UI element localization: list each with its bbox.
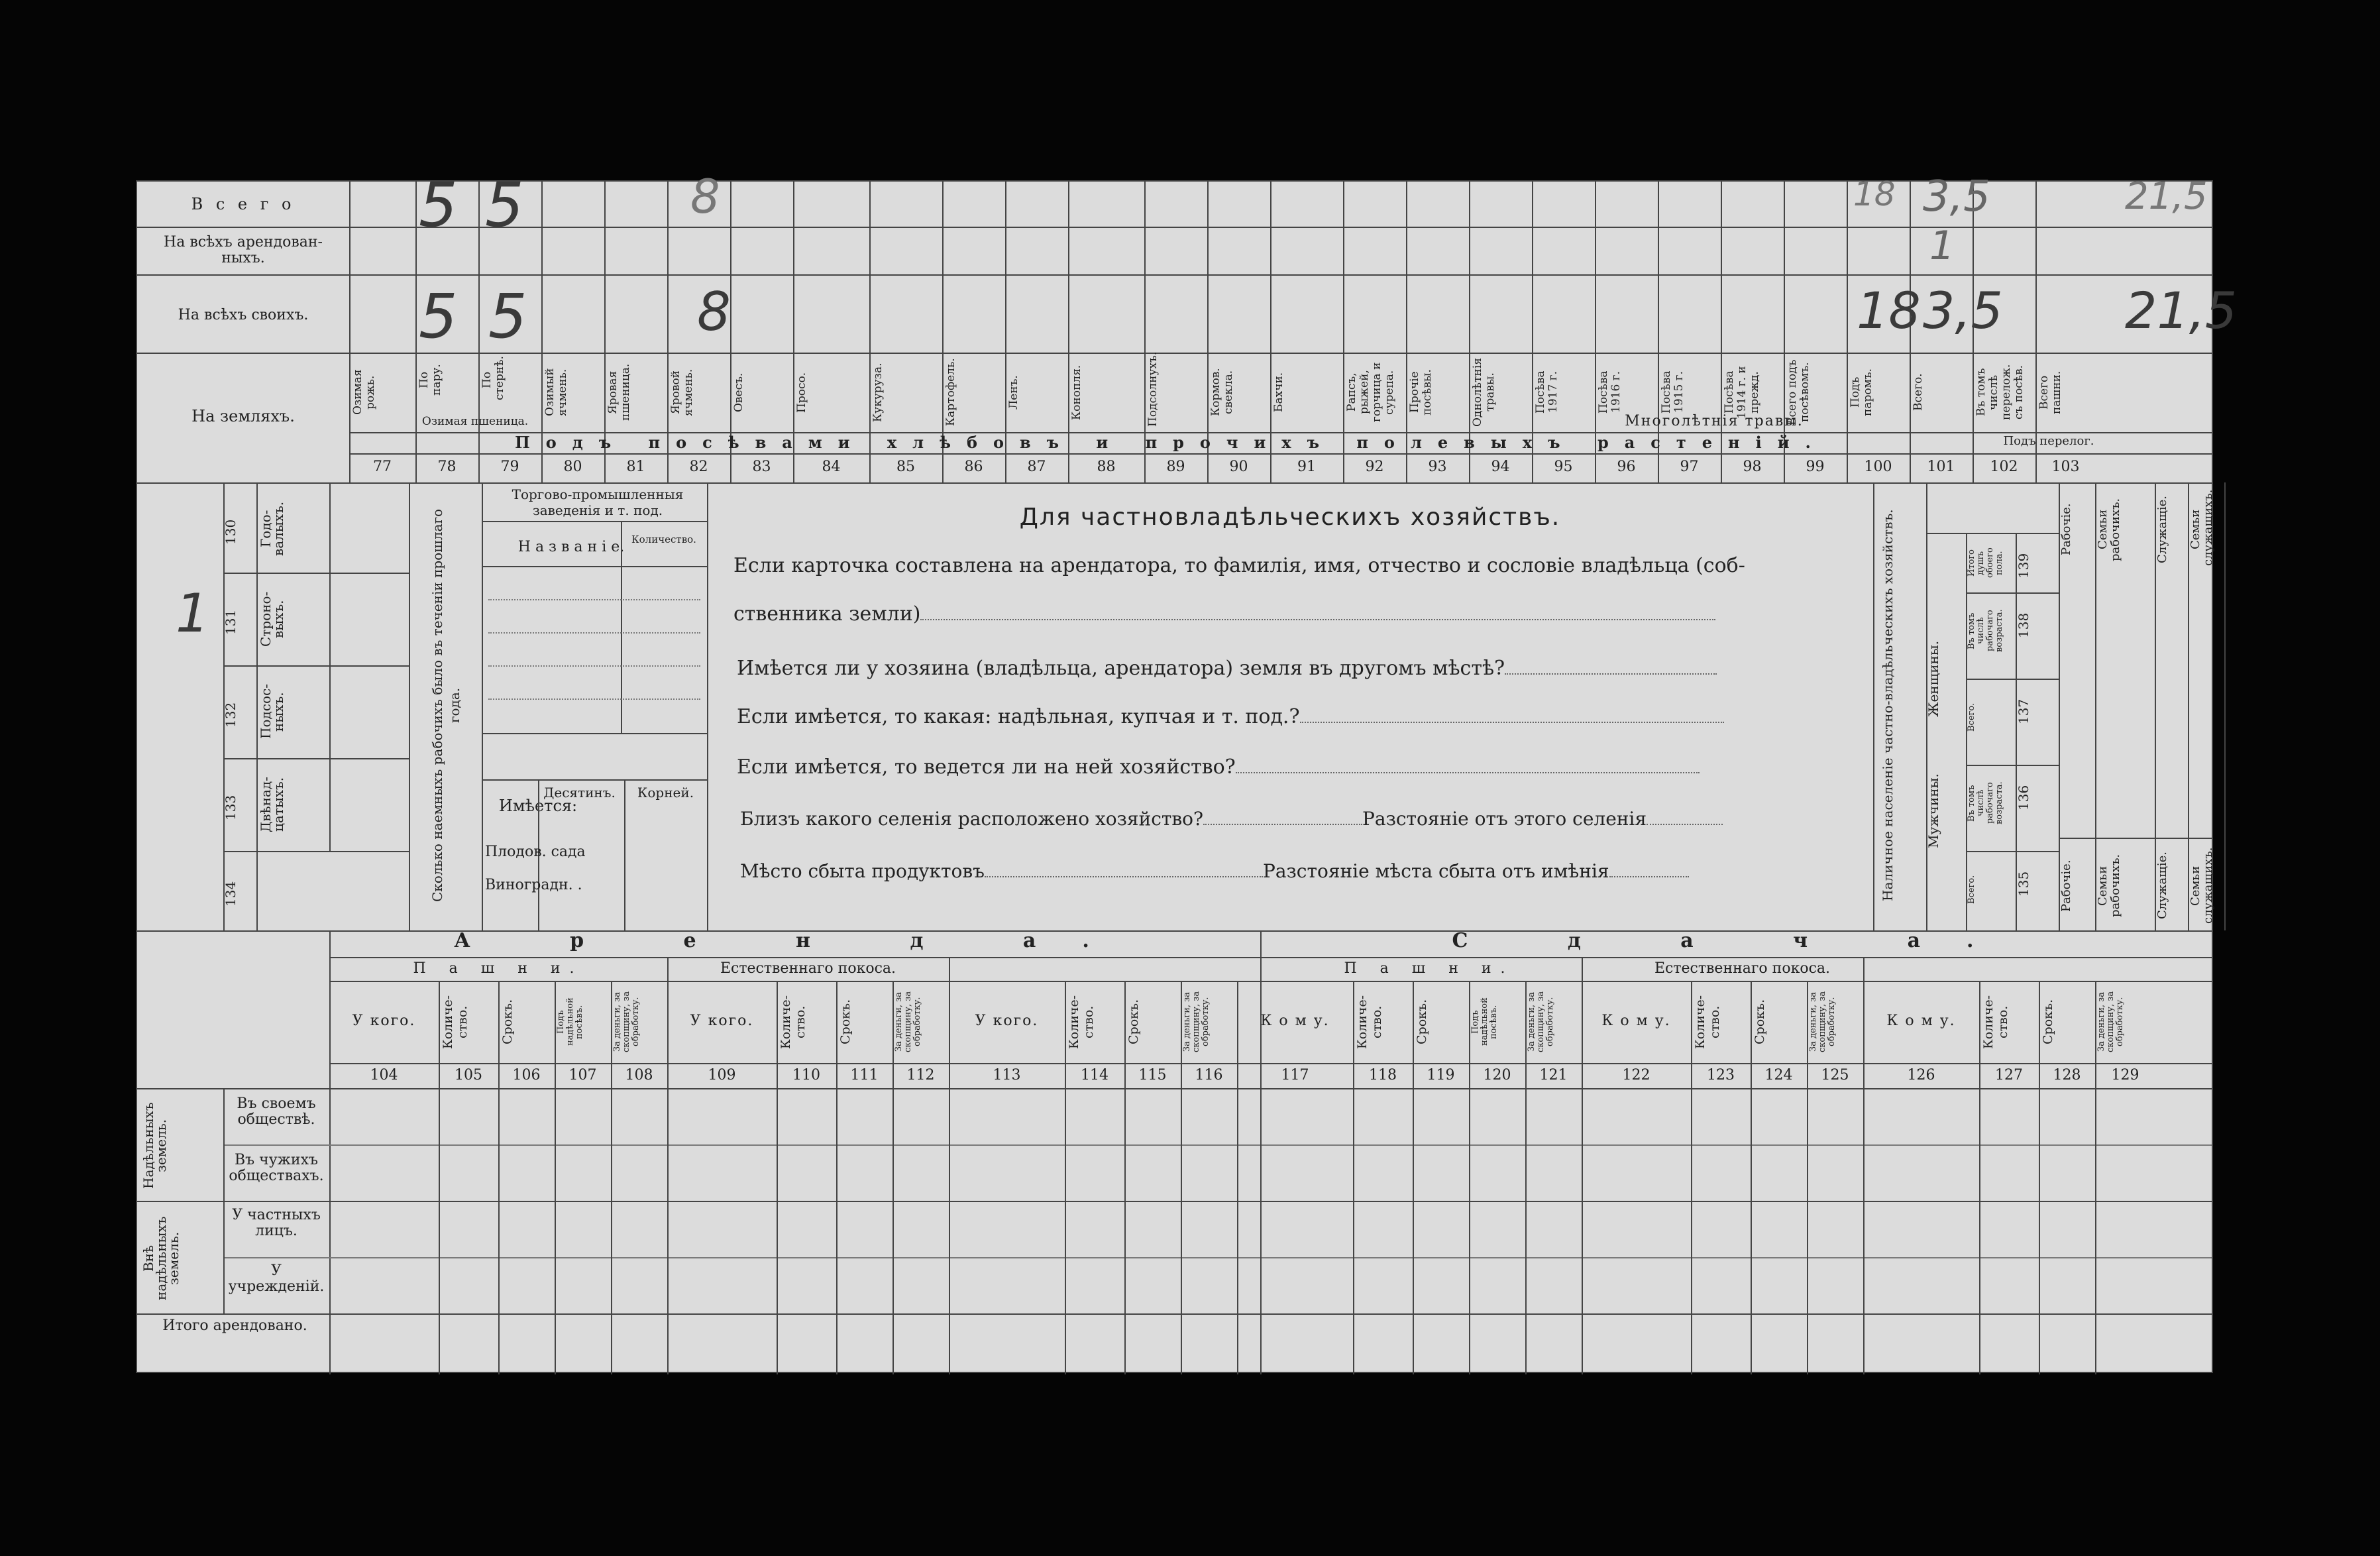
row-label-vsego: В с е г о	[191, 195, 296, 213]
lease-column-number: 125	[1821, 1067, 1849, 1084]
lease-column-number: 110	[792, 1067, 820, 1084]
population-title: Наличное населеніе частно-владѣльческихъ хозяйствъ.	[1880, 509, 1896, 901]
question-5: Близъ какого селенія расположено хозяйство? Разстояніе отъ этого селенія	[740, 808, 1723, 830]
column-divider	[1237, 981, 1238, 1374]
divider	[1966, 679, 2059, 680]
lease-column-number: 104	[370, 1067, 398, 1084]
lease-column-header: Срокъ.	[2041, 999, 2055, 1045]
crop-column-number: 102	[1990, 459, 2018, 475]
hw-vsego-103: 21,5	[2125, 175, 2208, 218]
lease-column-number: 107	[568, 1067, 597, 1084]
arenda-title: А р е н д а.	[454, 929, 1136, 952]
column-divider	[1065, 981, 1066, 1374]
crop-column-number: 88	[1097, 459, 1116, 475]
crop-column-label: По стернѣ.	[480, 356, 506, 400]
column-divider	[1353, 981, 1354, 1374]
row-label-arendovannykh: На всѣхъ арендован-ныхъ.	[164, 234, 323, 266]
divider	[329, 957, 2212, 958]
livestock-number: 133	[223, 795, 239, 821]
population-sub-label: Всего.	[1967, 875, 1976, 904]
divider	[2224, 482, 2226, 930]
divider	[1966, 851, 2059, 852]
lease-column-number: 124	[1764, 1067, 1793, 1084]
crop-column-label: Просо.	[795, 372, 808, 413]
question-1b: ственника земли)	[733, 602, 1715, 626]
divider	[482, 482, 483, 930]
crop-column-number: 89	[1166, 459, 1185, 475]
crop-column-number: 84	[822, 459, 841, 475]
hw-svoi-77: 5	[419, 281, 458, 352]
crop-column-label: Подсолнухъ.	[1146, 351, 1160, 427]
crop-column-number: 96	[1617, 459, 1636, 475]
row-uchrezhdeniy: У учрежденій.	[228, 1262, 325, 1295]
staff-label-bottom: Семьи служащихъ.	[2189, 847, 2215, 924]
row-label-zemlyakh: На земляхъ.	[191, 407, 295, 425]
column-divider	[2039, 981, 2040, 1374]
crop-column-number: 99	[1806, 459, 1825, 475]
divider	[137, 353, 2212, 354]
sad-label: Плодов. сада	[485, 844, 586, 860]
crop-column-label: Подъ паромъ.	[1849, 368, 1874, 417]
lease-column-header: Количе-ство.	[1355, 995, 1384, 1049]
lease-column-number: 119	[1427, 1067, 1455, 1084]
divider	[482, 521, 707, 522]
group-mnogoletnie: Многолѣтнія травы.	[1625, 413, 1804, 429]
lease-who-header: К о м у.	[1886, 1013, 1956, 1029]
crop-column-number: 95	[1554, 459, 1573, 475]
trade-name-header: Н а з в а н і е.	[517, 539, 625, 555]
divider	[329, 930, 331, 1374]
column-divider	[349, 182, 351, 482]
divider	[2059, 838, 2212, 839]
lease-column-number: 106	[512, 1067, 541, 1084]
divider	[1873, 482, 1874, 930]
hw-svoi-103: 21,5	[2125, 281, 2238, 340]
row-chuzhikh: Въ чужихъ обществахъ.	[229, 1152, 324, 1184]
private-title: Для частновладѣльческихъ хозяйствъ.	[1019, 504, 1561, 531]
crop-column-number: 78	[437, 459, 457, 475]
divider	[1966, 592, 2059, 594]
lease-column-number: 115	[1138, 1067, 1167, 1084]
crop-banner: Подъ посѣвами хлѣбовъ и прочихъ полевыхъ растеній.	[515, 433, 1827, 452]
lease-column-number: 113	[993, 1067, 1021, 1084]
population-sub-label: Въ томъ числѣ рабочаго возраста.	[1967, 609, 2004, 653]
staff-label-top: Служащіе.	[2155, 496, 2169, 563]
divider	[223, 851, 409, 852]
divider	[1966, 533, 2059, 534]
korney-header: Корней.	[637, 785, 694, 801]
crop-column-label: Всего подъ посѣвомъ.	[1786, 359, 1812, 425]
lease-column-header: Срокъ.	[1415, 999, 1429, 1045]
lease-who-header: У кого.	[352, 1013, 416, 1029]
lease-column-number: 116	[1195, 1067, 1223, 1084]
divider	[621, 521, 622, 733]
group-ozimaya-pshenitsa: Озимая пшеница.	[421, 415, 529, 428]
lease-who-header: У кого.	[975, 1013, 1039, 1029]
question-3: Если имѣется, то какая: надѣльная, купчая и т. под.?	[737, 705, 1724, 728]
crop-column-number: 98	[1743, 459, 1762, 475]
crop-column-number: 77	[373, 459, 392, 475]
imeetsya-label: Имѣется:	[498, 797, 578, 815]
crop-column-label: По пару.	[417, 364, 443, 396]
population-number: 137	[2016, 698, 2031, 725]
divider	[137, 1088, 2212, 1089]
lease-column-number: 109	[708, 1067, 736, 1084]
crop-column-label: Бахчи.	[1272, 372, 1285, 413]
lease-column-header: За деньги, за скопщину, за обработку.	[1182, 991, 1211, 1053]
dotted-line	[488, 599, 700, 600]
crop-column-label: Рапсъ, рыжей, горчица и сурепа.	[1345, 362, 1396, 423]
crop-column-label: Кормов. свекла.	[1209, 368, 1235, 417]
lease-column-number: 105	[455, 1067, 482, 1084]
hw-mark-livestock: 1	[176, 583, 209, 644]
crop-column-number: 100	[1864, 459, 1892, 475]
crop-column-number: 92	[1365, 459, 1384, 475]
staff-label-top: Семьи рабочихъ.	[2096, 498, 2122, 561]
lease-column-header: Подъ надѣльной посѣвъ.	[556, 997, 584, 1046]
divider	[482, 733, 707, 734]
crop-column-number: 82	[689, 459, 708, 475]
divider	[707, 482, 708, 930]
hw-svoi-100: 3,5	[1923, 281, 2003, 340]
lease-column-header: За деньги, за скопщину, за обработку.	[2096, 991, 2125, 1053]
staff-label-bottom: Рабочіе.	[2059, 860, 2073, 912]
lease-column-header: Срокъ.	[500, 999, 515, 1045]
divider	[349, 453, 2212, 455]
divider	[482, 779, 707, 781]
crop-column-number: 80	[563, 459, 582, 475]
crop-column-number: 86	[964, 459, 983, 475]
lease-column-number: 128	[2053, 1067, 2081, 1084]
hw-vsego-82: 8	[690, 170, 720, 224]
crop-column-label: Ленъ.	[1007, 375, 1020, 410]
livestock-label: Подсос-ныхъ.	[258, 684, 286, 740]
lease-column-header: Срокъ.	[1753, 999, 1767, 1045]
lease-column-header: Срокъ.	[1126, 999, 1141, 1045]
crop-column-label: Всего пашни.	[2037, 370, 2063, 414]
lease-column-number: 117	[1281, 1067, 1309, 1084]
lease-column-header: За деньги, за скопщину, за обработку.	[894, 991, 922, 1053]
lease-column-number: 112	[906, 1067, 935, 1084]
crop-column-label: Овесъ.	[732, 372, 745, 412]
crop-column-label: Картофель.	[944, 358, 957, 427]
hw-svoi-99: 18	[1857, 281, 1921, 340]
livestock-label: Строно-выхъ.	[258, 591, 286, 647]
question-6: Мѣсто сбыта продуктовъ Разстояніе мѣста сбыта отъ имѣнія	[740, 860, 1689, 882]
crop-column-label: Посѣва 1914 г. и прежд.	[1723, 366, 1761, 419]
row-itogo-arendovano: Итого арендовано.	[162, 1317, 307, 1334]
crop-column-label: Озимый ячмень.	[543, 368, 569, 417]
population-number: 139	[2016, 553, 2031, 579]
column-divider	[1691, 981, 1692, 1374]
lease-column-header: За деньги, за скопщину, за обработку.	[1808, 991, 1837, 1053]
column-divider	[1124, 981, 1126, 1374]
crop-column-label: Яровая пшеница.	[606, 363, 632, 421]
sdacha-pashni: П а ш н и.	[1344, 960, 1515, 977]
hw-arend-100: 1	[1929, 223, 1955, 269]
divider	[624, 779, 625, 930]
lease-column-number: 111	[850, 1067, 879, 1084]
crop-column-label: Яровой ячмень.	[669, 368, 695, 416]
lease-who-header: У кого.	[690, 1013, 754, 1029]
divider	[223, 1088, 225, 1313]
column-divider	[1751, 981, 1752, 1374]
column-divider	[1979, 981, 1980, 1374]
column-divider	[555, 981, 556, 1374]
livestock-label: Двѣнад-цатыхъ.	[258, 777, 286, 832]
column-divider	[836, 981, 838, 1374]
men-label: Мужчины.	[1925, 773, 1941, 849]
column-divider	[439, 981, 440, 1374]
dotted-line	[488, 665, 700, 667]
row-svoem: Въ своемъ обществѣ.	[237, 1095, 316, 1128]
desyatin-header: Десятинъ.	[543, 785, 616, 801]
trade-count-header: Количество.	[631, 533, 696, 545]
lease-column-number: 118	[1369, 1067, 1397, 1084]
question-1a: Если карточка составлена на арендатора, то фамилія, имя, отчество и сословіе владѣльца (соб-	[733, 554, 1745, 577]
population-sub-label: Итого душъ обоего пола.	[1967, 547, 2004, 579]
crop-column-number: 97	[1680, 459, 1699, 475]
dotted-line	[488, 632, 700, 634]
lease-column-number: 120	[1483, 1067, 1511, 1084]
crop-column-number: 90	[1229, 459, 1248, 475]
divider	[409, 482, 410, 930]
crop-column-number: 87	[1027, 459, 1046, 475]
arenda-pokos: Естественнаго покоса.	[720, 960, 896, 977]
lease-column-header: Количе-ство.	[779, 995, 808, 1049]
lease-column-number: 129	[2111, 1067, 2139, 1084]
lease-who-header: К о м у.	[1260, 1013, 1330, 1029]
lease-column-number: 127	[1995, 1067, 2023, 1084]
dotted-line	[488, 698, 700, 700]
crop-column-number: 94	[1491, 459, 1510, 475]
column-divider	[1469, 981, 1470, 1374]
divider	[223, 665, 409, 667]
crop-column-label: Всего.	[1912, 373, 1925, 412]
divider	[1966, 765, 2059, 766]
divider	[329, 482, 331, 851]
divider	[223, 1257, 2212, 1258]
sdacha-pokos: Естественнаго покоса.	[1654, 960, 1830, 977]
lease-column-number: 108	[625, 1067, 653, 1084]
crop-column-number: 91	[1297, 459, 1316, 475]
divider	[223, 758, 409, 759]
lease-column-number: 122	[1622, 1067, 1650, 1084]
lease-column-header: Подъ надѣльной посѣвъ.	[1470, 997, 1499, 1046]
question-2: Имѣется ли у хозяина (владѣльца, арендатора) земля въ другомъ мѣстѣ?	[737, 657, 1717, 680]
divider	[137, 482, 2212, 484]
lease-column-header: За деньги, за скопщину, за обработку.	[1527, 991, 1555, 1053]
hw-vsego-99: 18	[1853, 175, 1896, 213]
group-perelog: Подъ перелог.	[2003, 434, 2094, 448]
women-label: Женщины.	[1925, 640, 1941, 717]
crop-column-label: Посѣва 1917 г.	[1534, 370, 1560, 414]
hw-svoi-82: 8	[697, 281, 731, 343]
lease-column-header: Количе-ство.	[1693, 995, 1722, 1049]
population-number: 136	[2016, 785, 2031, 811]
arenda-pashni: П а ш н и.	[413, 960, 584, 977]
staff-label-bottom: Служащіе.	[2155, 852, 2169, 920]
crop-column-number: 85	[896, 459, 915, 475]
crop-column-number: 81	[626, 459, 645, 475]
population-sub-label: Всего.	[1967, 702, 1976, 732]
row-label-svoikh: На всѣхъ своихъ.	[178, 307, 309, 323]
vinograd-label: Виноградн. .	[485, 877, 582, 893]
census-card	[136, 170, 2238, 1373]
divider	[137, 1313, 2212, 1315]
divider	[137, 1201, 2212, 1202]
crop-column-number: 79	[500, 459, 519, 475]
divider	[223, 1144, 2212, 1146]
lease-who-header: К о м у.	[1601, 1013, 1671, 1029]
hw-svoi-78: 5	[488, 281, 527, 352]
population-sub-label: Въ томъ числѣ рабочаго возраста.	[1967, 781, 2004, 825]
crop-column-label: Однолѣтнія травы.	[1471, 358, 1497, 427]
column-divider	[498, 981, 500, 1374]
vne-nadel-label: Внѣ надѣльныхъ земель.	[140, 1216, 182, 1301]
crop-column-label: Озимая рожь.	[351, 369, 377, 416]
nadel-label: Надѣльныхъ земель.	[140, 1102, 169, 1190]
crop-column-label: Посѣва 1916 г.	[1597, 370, 1623, 414]
livestock-number: 131	[223, 609, 239, 636]
hw-vsego-100: 3,5	[1923, 172, 1990, 221]
hw-vsego-77: 5	[419, 170, 458, 241]
crop-column-number: 93	[1428, 459, 1447, 475]
divider	[482, 566, 707, 567]
lease-column-number: 121	[1539, 1067, 1568, 1084]
lease-column-header: За деньги, за скопщину, за обработку.	[612, 991, 641, 1053]
divider	[137, 274, 2212, 276]
livestock-number: 134	[223, 881, 239, 907]
hw-vsego-78: 5	[485, 170, 524, 241]
trade-title: Торгово-промышленныя заведенія и т. под.	[512, 486, 684, 518]
sdacha-title: С д а ч а.	[1452, 929, 2020, 952]
population-number: 135	[2016, 871, 2031, 897]
lease-column-header: Срокъ.	[838, 999, 853, 1045]
crop-column-number: 83	[752, 459, 771, 475]
lease-column-header: Количе-ство.	[1067, 995, 1096, 1049]
livestock-label: Годо-валыхъ.	[258, 501, 286, 557]
livestock-number: 132	[223, 702, 239, 728]
row-chastnykh: У частныхъ лицъ.	[232, 1207, 321, 1239]
staff-label-top: Семьи служащихъ.	[2189, 489, 2215, 566]
hired-workers-label: Сколько наемныхъ рабочихъ было въ теченіи прошлаго года.	[429, 508, 462, 902]
lease-column-number: 114	[1081, 1067, 1109, 1084]
staff-label-bottom: Семьи рабочихъ.	[2096, 854, 2122, 918]
lease-column-number: 123	[1707, 1067, 1735, 1084]
crop-column-number: 103	[2051, 459, 2080, 475]
staff-label-top: Рабочіе.	[2059, 503, 2073, 556]
crop-column-label: Кукуруза.	[871, 362, 885, 422]
lease-column-header: Количе-ство.	[441, 995, 470, 1049]
crop-column-label: Въ томъ числѣ перелож. съ посѣв.	[1974, 364, 2026, 421]
crop-column-label: Прочіе посѣвы.	[1408, 369, 1434, 416]
crop-column-number: 101	[1927, 459, 1955, 475]
column-divider	[777, 981, 778, 1374]
crop-column-label: Посѣва 1915 г.	[1660, 370, 1686, 414]
divider	[1260, 930, 1262, 1374]
crop-column-label: Конопля.	[1070, 364, 1083, 420]
lease-column-number: 126	[1907, 1067, 1935, 1084]
livestock-number: 130	[223, 519, 239, 545]
column-divider	[1413, 981, 1414, 1374]
lease-column-header: Количе-ство.	[1981, 995, 2010, 1049]
question-4: Если имѣется, то ведется ли на ней хозяйство?	[737, 755, 1700, 779]
population-number: 138	[2016, 612, 2031, 639]
